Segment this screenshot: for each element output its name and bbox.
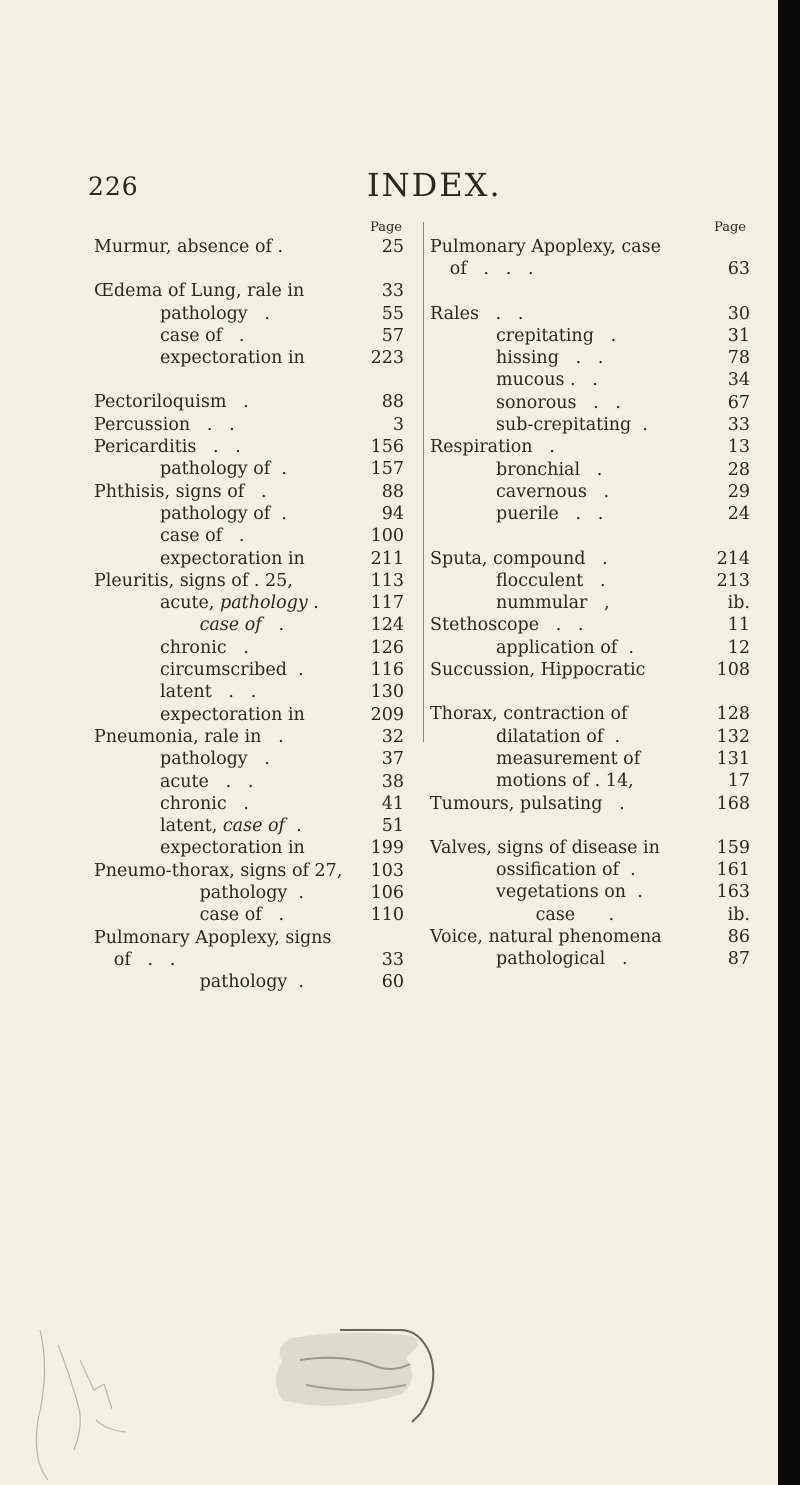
index-entry bbox=[94, 614, 404, 636]
index-page-number: 117 bbox=[370, 593, 404, 614]
index-page-number: 94 bbox=[381, 503, 404, 524]
index-page-number: 131 bbox=[716, 748, 750, 769]
index-entry bbox=[94, 704, 404, 726]
index-page-number: 106 bbox=[370, 883, 404, 904]
index-page-number: 161 bbox=[716, 860, 750, 881]
index-entry bbox=[430, 881, 750, 903]
index-entry bbox=[430, 436, 750, 458]
index-term: measurement of bbox=[496, 748, 641, 769]
index-page-number: 17 bbox=[727, 771, 750, 792]
index-entry bbox=[94, 347, 404, 369]
index-page-number: 113 bbox=[370, 570, 404, 591]
index-term: mucous . . bbox=[496, 370, 598, 391]
index-term: pathology . bbox=[199, 972, 304, 993]
index-page-number: 3 bbox=[392, 414, 404, 435]
index-page-number: ib. bbox=[727, 593, 750, 614]
index-page-number: 34 bbox=[727, 370, 750, 391]
index-entry bbox=[94, 391, 404, 413]
index-term: Stethoscope . . bbox=[430, 615, 584, 636]
index-column-left bbox=[94, 220, 404, 994]
index-page-number: 67 bbox=[727, 392, 750, 413]
index-page-number: 51 bbox=[381, 816, 404, 837]
index-page-number: ib. bbox=[727, 904, 750, 925]
index-term: expectoration in bbox=[160, 348, 305, 369]
index-entry bbox=[430, 926, 750, 948]
index-term: Pectoriloquism . bbox=[94, 392, 249, 413]
index-entry bbox=[430, 748, 750, 770]
index-page-number: 116 bbox=[370, 660, 404, 681]
index-entry bbox=[94, 414, 404, 436]
index-entry bbox=[94, 971, 404, 993]
page-number: 226 bbox=[88, 172, 139, 201]
index-entry bbox=[94, 793, 404, 815]
index-page-number: 25 bbox=[381, 237, 404, 257]
index-entry bbox=[430, 637, 750, 659]
index-entry bbox=[430, 614, 750, 636]
index-page-number: 163 bbox=[716, 882, 750, 903]
index-entry bbox=[430, 414, 750, 436]
index-page-number: 214 bbox=[716, 548, 750, 569]
index-page-number: 211 bbox=[370, 548, 404, 569]
index-entry bbox=[430, 459, 750, 481]
index-term: Rales . . bbox=[430, 303, 524, 324]
index-entry bbox=[94, 525, 404, 547]
index-entries-left bbox=[94, 236, 404, 994]
index-page-number: 41 bbox=[381, 793, 404, 814]
index-term: motions of . 14, bbox=[496, 771, 634, 792]
index-page-number: 199 bbox=[370, 838, 404, 859]
index-entry bbox=[94, 726, 404, 748]
index-entry bbox=[430, 303, 750, 325]
index-term: pathology . bbox=[160, 303, 270, 324]
index-entry bbox=[94, 637, 404, 659]
index-entry bbox=[430, 659, 750, 681]
index-page-number: 32 bbox=[381, 726, 404, 747]
index-page-number: 110 bbox=[370, 905, 404, 926]
index-page-number: 60 bbox=[381, 972, 404, 993]
index-term: Tumours, pulsating . bbox=[430, 793, 625, 814]
index-page-number: 223 bbox=[370, 348, 404, 369]
index-page-number: 38 bbox=[381, 771, 404, 792]
index-page-number: 57 bbox=[381, 325, 404, 346]
index-page-number: 30 bbox=[727, 303, 750, 324]
index-page-number: 108 bbox=[716, 660, 750, 681]
index-term: Pneumonia, rale in . bbox=[94, 726, 284, 747]
index-page-number: 12 bbox=[727, 637, 750, 658]
index-term: Sputa, compound . bbox=[430, 548, 608, 569]
index-entry bbox=[94, 570, 404, 592]
index-entry bbox=[430, 837, 750, 859]
index-term: Thorax, contraction of bbox=[430, 704, 628, 725]
index-entry bbox=[94, 681, 404, 703]
index-page-number: 100 bbox=[370, 526, 404, 547]
index-term: pathology of . bbox=[160, 503, 287, 524]
index-entry bbox=[430, 793, 750, 815]
index-term: of . . . bbox=[449, 259, 534, 280]
index-term: dilatation of . bbox=[496, 726, 621, 747]
index-page-number: 24 bbox=[727, 504, 750, 525]
index-term: pathology . bbox=[160, 749, 270, 770]
index-entry bbox=[94, 436, 404, 458]
index-page-number: 28 bbox=[727, 459, 750, 480]
index-page-number: 128 bbox=[716, 704, 750, 725]
index-term: pathology . bbox=[199, 883, 304, 904]
index-term: circumscribed . bbox=[160, 660, 304, 681]
index-entry bbox=[430, 770, 750, 792]
index-entry bbox=[430, 948, 750, 970]
index-entry bbox=[430, 325, 750, 347]
index-term: Œdema of Lung, rale in bbox=[94, 281, 305, 302]
index-term: Pneumo-thorax, signs of 27, bbox=[94, 860, 343, 881]
page-column-heading: Page bbox=[370, 220, 402, 235]
index-term: case of . bbox=[160, 325, 245, 346]
index-page-number: 55 bbox=[381, 303, 404, 324]
index-page-number: 87 bbox=[727, 949, 750, 970]
index-term: sonorous . . bbox=[496, 392, 621, 413]
index-term: pathological . bbox=[496, 949, 628, 970]
index-page-number: 13 bbox=[727, 437, 750, 458]
index-page-number: 63 bbox=[727, 259, 750, 280]
index-entry bbox=[94, 503, 404, 525]
index-entry bbox=[94, 860, 404, 882]
scan-edge bbox=[778, 0, 800, 1485]
index-page-number: 33 bbox=[381, 281, 404, 302]
index-term: bronchial . bbox=[496, 459, 603, 480]
index-entry bbox=[94, 303, 404, 325]
index-page-number: 213 bbox=[716, 570, 750, 591]
index-entry bbox=[94, 548, 404, 570]
column-divider bbox=[423, 222, 424, 742]
index-term: Valves, signs of disease in bbox=[430, 837, 660, 858]
index-entry bbox=[430, 347, 750, 369]
index-entry bbox=[430, 904, 750, 926]
index-term: hissing . . bbox=[496, 348, 604, 369]
index-entry bbox=[430, 592, 750, 614]
index-term: Pulmonary Apoplexy, signs bbox=[94, 927, 332, 948]
index-entry bbox=[94, 815, 404, 837]
page-column-heading: Page bbox=[714, 220, 746, 235]
index-page-number: 33 bbox=[727, 415, 750, 436]
index-term: crepitating . bbox=[496, 325, 617, 346]
index-entry bbox=[94, 837, 404, 859]
index-page-number: 88 bbox=[381, 392, 404, 413]
index-entry bbox=[94, 481, 404, 503]
index-page-number: 132 bbox=[716, 726, 750, 747]
index-page-number: 29 bbox=[727, 481, 750, 502]
index-term: Pericarditis . . bbox=[94, 437, 241, 458]
index-term: Pulmonary Apoplexy, case bbox=[430, 237, 661, 257]
index-entry bbox=[430, 570, 750, 592]
index-term: Respiration . bbox=[430, 437, 555, 458]
index-entry bbox=[94, 882, 404, 904]
index-entry bbox=[94, 325, 404, 347]
index-page-number: 156 bbox=[370, 437, 404, 458]
index-term: case . bbox=[535, 904, 615, 925]
index-term: chronic . bbox=[160, 637, 249, 658]
index-term: Phthisis, signs of . bbox=[94, 481, 267, 502]
index-term: Voice, natural phenomena bbox=[430, 927, 662, 948]
index-entry bbox=[430, 258, 750, 280]
index-entry bbox=[94, 748, 404, 770]
index-term: latent . . bbox=[160, 682, 257, 703]
index-column-right bbox=[430, 220, 750, 971]
index-term: expectoration in bbox=[160, 838, 305, 859]
index-entry bbox=[94, 904, 404, 926]
index-entry bbox=[94, 949, 404, 971]
index-entry bbox=[430, 236, 750, 258]
index-entry bbox=[430, 369, 750, 391]
index-entry bbox=[430, 392, 750, 414]
index-entry bbox=[430, 859, 750, 881]
index-entry bbox=[94, 659, 404, 681]
index-page-number: 37 bbox=[381, 749, 404, 770]
index-page-number: 78 bbox=[727, 348, 750, 369]
index-term: of . . bbox=[113, 949, 176, 970]
index-term: case of . bbox=[160, 526, 245, 547]
index-term: latent, case of . bbox=[160, 816, 302, 837]
index-term: acute . . bbox=[160, 771, 254, 792]
index-term: case of . bbox=[199, 905, 285, 926]
index-entry bbox=[94, 280, 404, 302]
index-page-number: 157 bbox=[370, 459, 404, 480]
index-entry bbox=[94, 458, 404, 480]
index-term: vegetations on . bbox=[496, 882, 643, 903]
index-entry bbox=[430, 726, 750, 748]
index-entry bbox=[430, 703, 750, 725]
index-entry bbox=[430, 503, 750, 525]
index-page-number: 124 bbox=[370, 615, 404, 636]
index-term: ossification of . bbox=[496, 860, 636, 881]
index-page-number: 159 bbox=[716, 837, 750, 858]
index-page-number: 11 bbox=[727, 615, 750, 636]
index-entry bbox=[94, 771, 404, 793]
index-term: Succussion, Hippocratic bbox=[430, 660, 646, 681]
index-term: pathology of . bbox=[160, 459, 287, 480]
index-term: application of . bbox=[496, 637, 634, 658]
index-entry bbox=[94, 592, 404, 614]
index-entry bbox=[430, 481, 750, 503]
index-term: cavernous . bbox=[496, 481, 610, 502]
index-page-number: 103 bbox=[370, 860, 404, 881]
index-term: sub-crepitating . bbox=[496, 415, 648, 436]
index-term: flocculent . bbox=[496, 570, 606, 591]
running-title: INDEX. bbox=[367, 166, 502, 204]
index-term: Percussion . . bbox=[94, 414, 235, 435]
index-term: puerile . . bbox=[496, 504, 604, 525]
index-page-number: 88 bbox=[381, 481, 404, 502]
index-term: expectoration in bbox=[160, 548, 305, 569]
index-page-number: 31 bbox=[727, 325, 750, 346]
index-term: nummular , bbox=[496, 593, 610, 614]
index-page-number: 130 bbox=[370, 682, 404, 703]
index-page-number: 33 bbox=[381, 949, 404, 970]
index-term: expectoration in bbox=[160, 704, 305, 725]
index-term: acute, pathology . bbox=[160, 593, 319, 614]
index-term: chronic . bbox=[160, 793, 249, 814]
index-term: Pleuritis, signs of . 25, bbox=[94, 570, 293, 591]
index-entry bbox=[94, 236, 404, 258]
index-entries-right bbox=[430, 236, 750, 971]
index-page-number: 86 bbox=[727, 927, 750, 948]
index-term: case of . bbox=[199, 615, 285, 636]
index-entry bbox=[94, 927, 404, 949]
index-page-number: 209 bbox=[370, 704, 404, 725]
index-entry bbox=[430, 548, 750, 570]
index-page-number: 126 bbox=[370, 637, 404, 658]
index-term: Murmur, absence of . bbox=[94, 237, 284, 257]
index-page-number: 168 bbox=[716, 793, 750, 814]
